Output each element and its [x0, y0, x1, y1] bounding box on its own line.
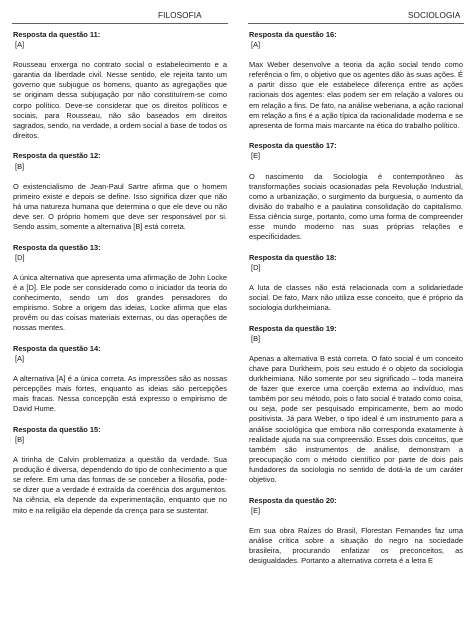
answer-explanation: O nascimento da Sociologia é contemporâneo às transformações sociais ocasionadas pela Revolução Industrial, como a urbanização, o surgimento da burguesia, o aumento da divisão do trabalho e a paulatina consolidação do capitalismo. Essa ciência surge, portanto, como uma forma de compreender esse mundo moderno nas suas próprias relações e especificidades.	[249, 171, 463, 242]
question-title: Resposta da questão 11:	[13, 30, 101, 39]
question-title: Resposta da questão 16:	[249, 30, 337, 39]
answer-block	[13, 344, 227, 415]
answer-explanation: Rousseau enxerga no contrato social o estabelecimento e a garantia da liberdade civil. Nesse sentido, ele rejeita tanto um governo que subjugue os homens, quanto as agregações que se originam dessa subjugação por não constituírem-se como corpo político. Deve-se considerar que os direitos políticos e sociais, para Rousseau, não são baseados em direitos sagrados, sendo, na verdade, a ordem social a base de todos os direitos.	[13, 60, 227, 140]
question-answer: [A]	[251, 40, 261, 50]
header-rule-left	[12, 23, 228, 24]
question-answer: [A]	[15, 40, 25, 50]
question-answer: [E]	[251, 151, 261, 161]
question-title: Resposta da questão 13:	[13, 242, 101, 252]
right-column-sociologia	[249, 30, 463, 577]
question-answer: [B]	[15, 161, 25, 171]
answer-explanation: A única alternativa que apresenta uma afirmação de John Locke é a [D]. Ele pode ser considerado como o iniciador da teoria do conhecimento, sendo um dos grandes pensadores do empirismo. Sobre a origem das ideias, Locke afirma que elas provêm ou das coisas materiais externas, ou das operações de nossas mentes.	[13, 272, 227, 333]
question-title: Resposta da questão 20:	[249, 495, 337, 505]
answer-block	[13, 243, 227, 334]
answer-block	[249, 496, 463, 567]
answer-block	[249, 30, 463, 131]
question-title: Resposta da questão 12:	[13, 151, 101, 161]
question-title: Resposta da questão 14:	[13, 343, 101, 353]
answer-explanation: A tirinha de Calvin problematiza a questão da verdade. Sua produção é diversa, dependendo do tipo de conhecimento a que se refere. Em uma das formas de se conceber a filosofia, pode-se dizer que a verdade é extraída da coerência dos argumentos. Na ciência, ela depende da experimentação, enquanto que no mito e na religião ela depende da crença para se sustentar.	[13, 455, 227, 515]
answer-block	[249, 253, 463, 313]
question-answer: [A]	[15, 353, 25, 363]
answer-explanation: A luta de classes não está relacionada com a solidariedade social. De fato, Marx não utiliza esse conceito, que é próprio da sociologia durkheimiana.	[249, 282, 463, 313]
answer-block	[13, 151, 227, 232]
question-answer: [D]	[251, 262, 261, 272]
answer-explanation: Em sua obra Raízes do Brasil, Florestan Fernandes faz uma análise crítica sobre a situação do negro na sociedade brasileira, procurando enfatizar os preconceitos, as desigualdades. Portanto a alternativa correta é a letra E	[249, 525, 463, 566]
question-title: Resposta da questão 19:	[249, 323, 337, 333]
question-answer: [B]	[15, 435, 25, 444]
question-title: Resposta da questão 17:	[249, 141, 337, 151]
question-answer: [B]	[251, 333, 261, 343]
question-answer: [D]	[15, 252, 25, 262]
answer-explanation: O existencialismo de Jean-Paul Sartre afirma que o homem primeiro existe e depois se define. Isso significa dizer que não há uma natureza humana que determina o que ele deve ou não deve ser. O próprio homem que deve ser responsável por si. Sendo assim, somente a alternativa [B] está correta.	[13, 181, 227, 231]
question-answer: [E]	[251, 505, 261, 515]
answer-explanation: Apenas a alternativa B está correta. O fato social é um conceito chave para Durkheim, pois seu estudo é o objeto da sociologia durkheimiana. Não somente por seu significado – toda maneira de fazer que exerce uma coerção externa ao indivíduo, mas também por seu método, pois o fato social é tratado como coisa, ou seja, pode ser pesquisado empiricamente, bem ao modo positivista. Já para Weber, o tipo ideal é um instrumento para a análise sociológica que embora não corresponda exatamente à realidade ajuda na sua compreensão. Esses dois conceitos, que também são instrumentos de análise, demonstram a preocupação com o método científico por parte de dois pais fundadores da sociologia no sentido de dotá-la de um caráter objetivo.	[249, 353, 463, 484]
answer-block	[249, 324, 463, 485]
answer-block	[13, 425, 227, 516]
answer-block	[249, 141, 463, 242]
question-title: Resposta da questão 18:	[249, 252, 337, 262]
question-title: Resposta da questão 15:	[13, 424, 101, 434]
answer-explanation: A alternativa [A] é a única correta. As impressões são as nossas percepções mais fortes, enquanto as ideias são percepções mais fracas. Nessa concepção está expresso o empirismo de David Hume.	[13, 374, 227, 414]
header-title-filosofia: FILOSOFIA	[158, 11, 202, 20]
header-rule-right	[248, 23, 464, 24]
header-title-sociologia: SOCIOLOGIA	[408, 11, 461, 20]
answer-explanation: Max Weber desenvolve a teoria da ação social tendo como referência o fim, o objetivo que os agentes dão às suas ações. É a partir disso que ele estabelece diferença entre as ações racionais dos agentes: elas podem ser em relação a valores ou em relação a fins. De fato, na análise weberiana, a ação racional em relação a fins é a ação típica da racionalidade moderna e se apresenta de forma mais marcante na ética do trabalho político.	[249, 60, 463, 130]
answer-block	[13, 30, 227, 141]
page-header	[0, 8, 474, 26]
left-column-filosofia	[13, 30, 227, 526]
